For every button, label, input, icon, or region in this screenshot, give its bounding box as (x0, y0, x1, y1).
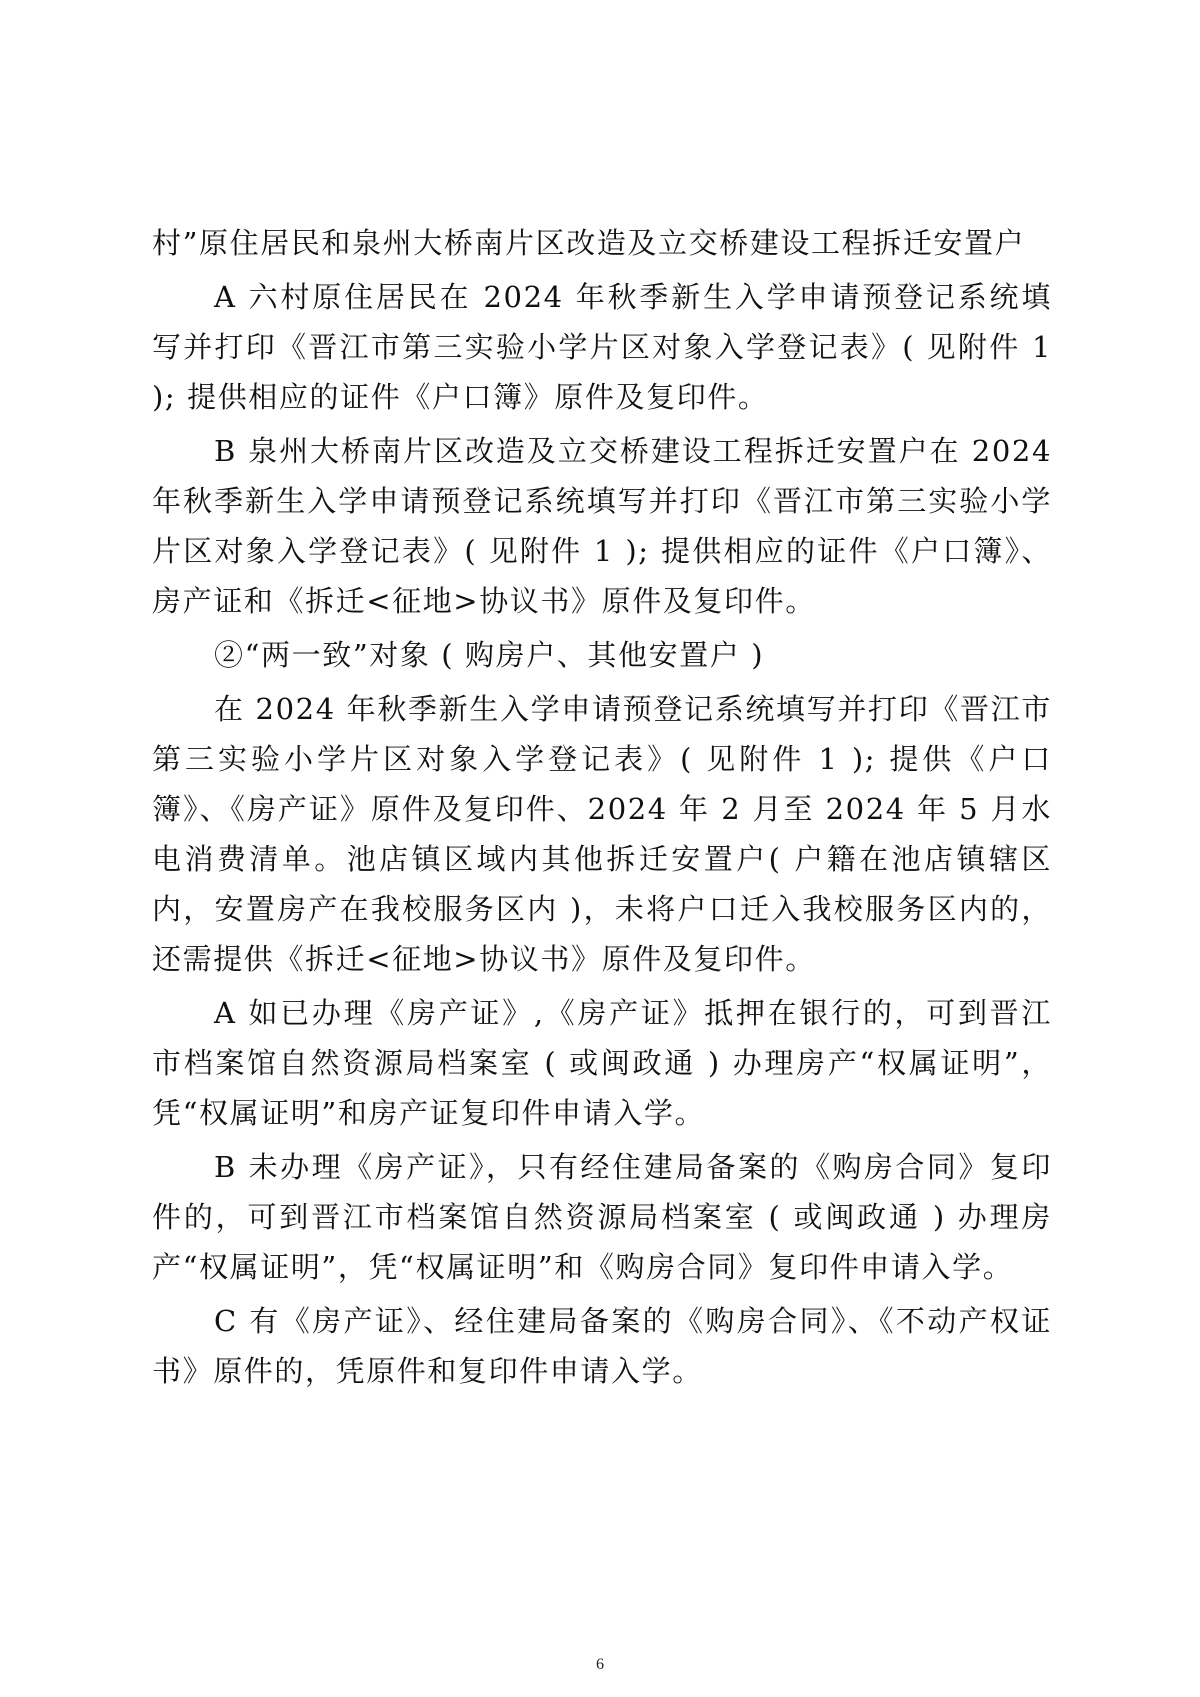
paragraph-item-b-relocation: B 泉州大桥南片区改造及立交桥建设工程拆迁安置户在 2024 年秋季新生入学申请预登记系统填写并打印《晋江市第三实验小学片区对象入学登记表》( 见附件 1 ); 提供相应的证件《户口簿》、房产证和《拆迁<征地>协议书》原件及复印件。 (152, 434, 1052, 618)
paragraph-item-b-no-certificate: B 未办理《房产证》，只有经住建局备案的《购房合同》复印件的，可到晋江市档案馆自然资源局档案室 ( 或闽政通 ) 办理房产“权属证明”，凭“权属证明”和《购房合同》复印件申请入学。 (152, 1150, 1052, 1284)
paragraph-section-two-consistent: ②“两一致”对象 ( 购房户、其他安置户 ) (214, 638, 765, 672)
paragraph-continuation: 村”原住居民和泉州大桥南片区改造及立交桥建设工程拆迁安置户 (152, 226, 1026, 260)
paragraph-item-a-six-village: A 六村原住居民在 2024 年秋季新生入学申请预登记系统填写并打印《晋江市第三实验小学片区对象入学登记表》( 见附件 1 ); 提供相应的证件《户口簿》原件及复印件。 (152, 280, 1052, 414)
paragraph-item-a-property-certificate: A 如已办理《房产证》,《房产证》抵押在银行的，可到晋江市档案馆自然资源局档案室 ( 或闽政通 ) 办理房产“权属证明”，凭“权属证明”和房产证复印件申请入学。 (152, 996, 1052, 1130)
paragraph-requirements: 在 2024 年秋季新生入学申请预登记系统填写并打印《晋江市第三实验小学片区对象入学登记表》( 见附件 1 ); 提供《户口簿》、《房产证》原件及复印件、2024 年 2 月至 2024 年 5 月水电消费清单。池店镇区域内其他拆迁安置户( 户籍在池店镇辖区内，安置房产在我校服务区内 )，未将户口迁入我校服务区内的，还需提供《拆迁<征地>协议书》原件及复印件。 (152, 692, 1052, 976)
document-body (152, 218, 1052, 1400)
paragraph-item-c-originals: C 有《房产证》、经住建局备案的《购房合同》、《不动产权证书》原件的，凭原件和复印件申请入学。 (152, 1304, 1052, 1388)
page-number: 6 (596, 1656, 604, 1673)
